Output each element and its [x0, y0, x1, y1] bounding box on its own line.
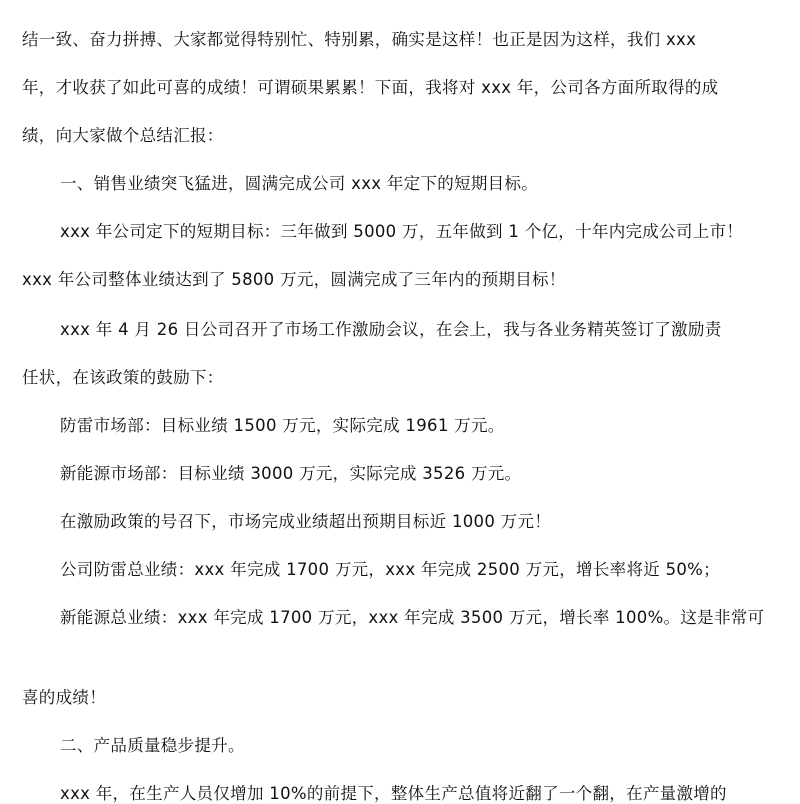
paragraph-line: 年，才收获了如此可喜的成绩！可谓硕果累累！下面，我将对 xxx 年，公司各方面所取得的成 — [22, 78, 719, 97]
paragraph-line: 结一致、奋力拼搏、大家都觉得特别忙、特别累，确实是这样！也正是因为这样，我们 xxx — [22, 30, 697, 49]
paragraph-line: 在激励政策的号召下，市场完成业绩超出预期目标近 1000 万元！ — [60, 512, 552, 531]
paragraph-line: 任状，在该政策的鼓励下： — [22, 368, 224, 387]
paragraph-line: 新能源市场部：目标业绩 3000 万元，实际完成 3526 万元。 — [60, 464, 522, 483]
paragraph-line: 喜的成绩！ — [22, 688, 106, 707]
paragraph-line: xxx 年 4 月 26 日公司召开了市场工作激励会议，在会上，我与各业务精英签订了激励责 — [60, 320, 722, 339]
section-heading: 二、产品质量稳步提升。 — [60, 736, 245, 755]
paragraph-line: xxx 年公司定下的短期目标：三年做到 5000 万，五年做到 1 个亿，十年内完成公司上市！ — [60, 222, 744, 241]
paragraph-line: 防雷市场部：目标业绩 1500 万元，实际完成 1961 万元。 — [60, 416, 505, 435]
section-heading: 一、销售业绩突飞猛进，圆满完成公司 xxx 年定下的短期目标。 — [60, 174, 539, 193]
paragraph-line: xxx 年，在生产人员仅增加 10%的前提下，整体生产总值将近翻了一个翻，在产量激增的 — [60, 784, 727, 803]
paragraph-line: 公司防雷总业绩：xxx 年完成 1700 万元，xxx 年完成 2500 万元，增长率将近 50%； — [60, 560, 720, 579]
paragraph-line: xxx 年公司整体业绩达到了 5800 万元，圆满完成了三年内的预期目标！ — [22, 270, 566, 289]
paragraph-line: 新能源总业绩：xxx 年完成 1700 万元，xxx 年完成 3500 万元，增长率 100%。这是非常可 — [60, 608, 765, 627]
paragraph-line: 绩，向大家做个总结汇报： — [22, 126, 224, 145]
